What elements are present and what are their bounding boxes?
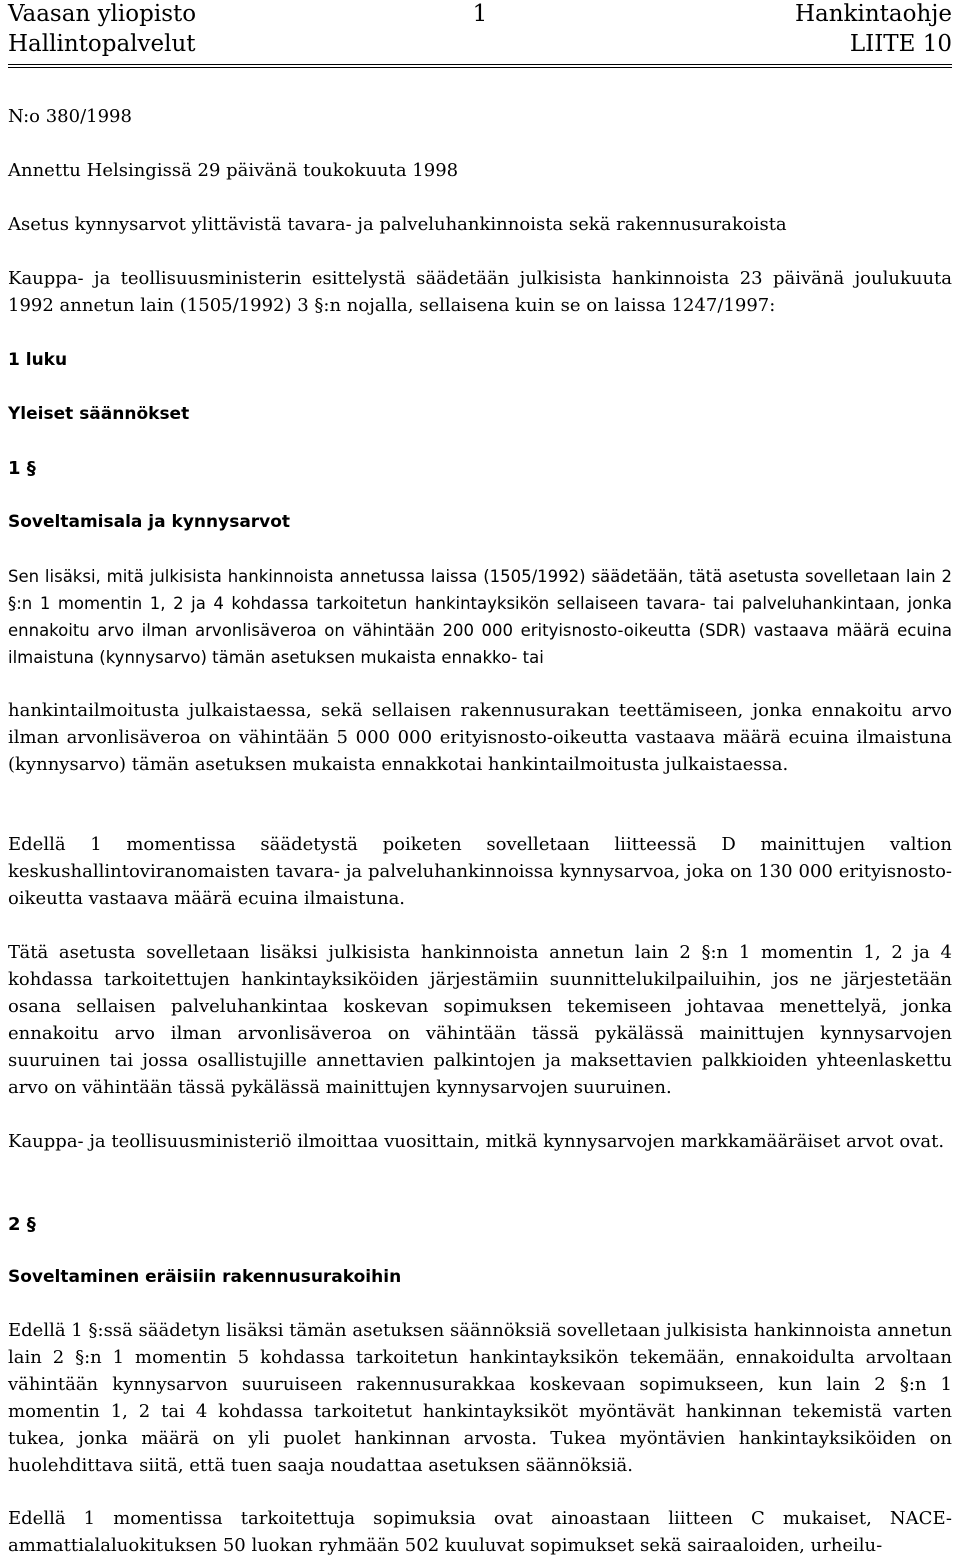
section-1-paragraph-4: Kauppa- ja teollisuusministeriö ilmoittaa vuosittain, mitkä kynnysarvojen markkamääräiset arvot ovat. [8, 1131, 945, 1152]
decree-number: N:o 380/1998 [8, 106, 132, 127]
section-1-number: 1 § [8, 458, 36, 479]
page-header-row-2 [8, 29, 952, 59]
chapter-title: Yleiset säännökset [8, 404, 190, 424]
header-document-title: Hankintaohje [794, 1, 952, 27]
header-organization: Vaasan yliopisto [8, 1, 197, 27]
section-1-title: Soveltamisala ja kynnysarvot [8, 512, 291, 532]
header-rule-double [8, 67, 952, 68]
page-header-row-1 [8, 0, 952, 29]
section-2-number: 2 § [8, 1214, 36, 1235]
header-appendix: LIITE 10 [849, 31, 952, 57]
section-2-paragraph-1: Edellä 1 §:ssä säädetyn lisäksi tämän asetuksen säännöksiä sovelletaan julkisista hankinnoista annetun lain 2 §:n 1 momentin 5 kohdassa tarkoitetun hankintayksikön tekemään, ennakoidulta arvoltaan vähintään kynnysarvon suuruiseen rakennusurakkaa koskevaan sopimukseen, kun lain 2 §:n 1 momentin 1, 2 tai 4 kohdassa tarkoitetut hankintayksiköt myöntävät hankinnan tekemistä varten tukea, jonka määrä on yli puolet hankinnan arvosta. Tukea myöntävien hankintayksiköiden on huolehdittava siitä, että tuen saaja noudattaa asetuksen säännöksiä. [8, 1320, 952, 1476]
section-1-paragraph-3: Tätä asetusta sovelletaan lisäksi julkisista hankinnoista annetun lain 2 §:n 1 momentin 1, 2 ja 4 kohdassa tarkoitettujen hankintayksiköiden järjestämiin suunnittelukilpailuihin, jos ne järjestetään osana sellaisen palveluhankintaa koskevan sopimuksen tekemiseen johtavaa menettelyä, jonka ennakoitu arvo ilman arvonlisäveroa on vähintään tässä pykälässä mainittujen kynnysarvojen suuruinen tai jossa osallistujille annettavien palkintojen ja maksettavien palkkioiden yhteenlaskettu arvo on vähintään tässä pykälässä mainittujen kynnysarvojen suuruinen. [8, 942, 952, 1098]
decree-preamble: Kauppa- ja teollisuusministerin esittelystä säädetään julkisista hankinnoista 23 päivänä joulukuuta 1992 annetun lain (1505/1992) 3 §:n nojalla, sellaisena kuin se on laissa 1247/1997: [8, 268, 952, 316]
section-2-paragraph-2: Edellä 1 momentissa tarkoitettuja sopimuksia ovat ainoastaan liitteen C mukaiset, NACE-ammattialaluokituksen 50 luokan ryhmään 502 kuuluvat sopimukset sekä sairaaloiden, urheilu- [8, 1508, 952, 1556]
section-2-title: Soveltaminen eräisiin rakennusurakoihin [8, 1267, 402, 1287]
header-page-number: 1 [472, 1, 488, 27]
section-1-paragraph-1: Sen lisäksi, mitä julkisista hankinnoista annetussa laissa (1505/1992) säädetään, tätä asetusta sovelletaan lain 2 §:n 1 momentin 1, 2 ja 4 kohdassa tarkoitetun hankintayksikön sellaiseen tavara- tai palveluhankintaan, jonka ennakoitu arvo ilman arvonlisäveroa on vähintään 200 000 erityisnosto-oikeutta (SDR) vastaava määrä ecuina ilmaistuna (kynnysarvo) tämän asetuksen mukaista ennakko- tai [8, 567, 952, 667]
decree-title: Asetus kynnysarvot ylittävistä tavara- ja palveluhankinnoista sekä rakennusurakoista [8, 214, 787, 235]
header-rule [8, 64, 952, 65]
section-1-paragraph-1-continued: hankintailmoitusta julkaistaessa, sekä sellaisen rakennusurakan teettämiseen, jonka ennakoitu arvo ilman arvonlisäveroa on vähintään 5 000 000 erityisnosto-oikeutta vastaava määrä ecuina ilmaistuna (kynnysarvo) tämän asetuksen mukaista ennakkotai hankintailmoitusta julkaistaessa. [8, 700, 952, 775]
decree-given: Annettu Helsingissä 29 päivänä toukokuuta 1998 [8, 160, 459, 181]
section-1-paragraph-2: Edellä 1 momentissa säädetystä poiketen sovelletaan liitteessä D mainittujen valtion keskushallintoviranomaisten tavara- ja palveluhankinnoissa kynnysarvoa, joka on 130 000 erityisnosto-oikeutta vastaava määrä ecuina ilmaistuna. [8, 834, 952, 909]
chapter-number: 1 luku [8, 350, 68, 370]
header-department: Hallintopalvelut [8, 31, 196, 57]
